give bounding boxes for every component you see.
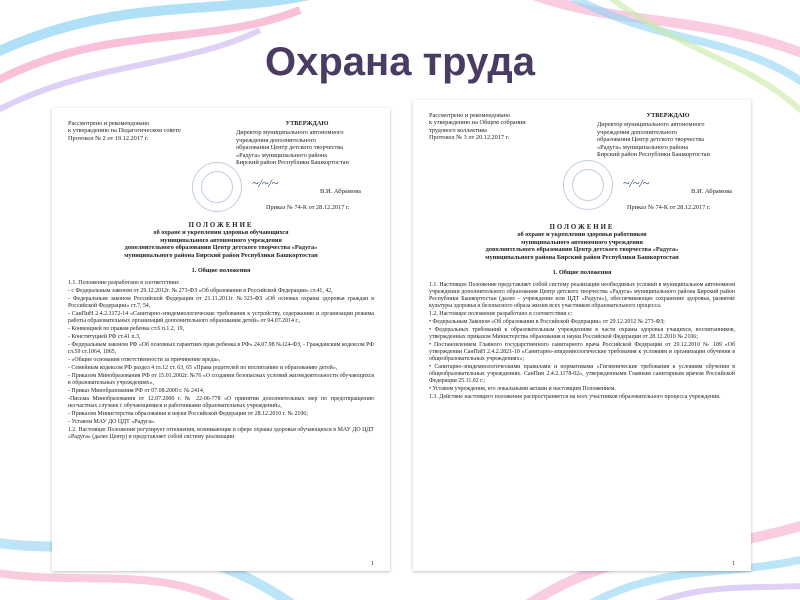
paragraph: 1.1. Положение разработано в соответствии: <box>68 280 180 287</box>
document-workers-health <box>413 100 751 571</box>
header-recommended <box>68 120 218 142</box>
paragraph: - Уставом МАУ ДО ЦДТ «Радуга». <box>68 419 156 426</box>
paragraph: - Приказом Минобразования РФ от 15.01.2002г. №76 «О создании безопасных условий жизнедеятельности обучающихся в образовательных учреждениях», <box>68 373 374 387</box>
header-line: трудового коллектива <box>429 126 487 134</box>
subtitle-line: муниципального района Бирский район Республики Башкортостан <box>124 251 318 259</box>
header-line: образования Центр детского творчества <box>236 144 343 152</box>
paragraph: • Постановлением Главного государственного санитарного врача Российской Федерации от 29.12.2010 № 189 «Об утверждении СанПиН 2.4.2.2821-10 «Санитарно-эпидемиологические требования к условиям и организации обучения в общеобразовательных учреждениях»; <box>429 342 735 363</box>
header-line: к утверждению на Педагогическом совете <box>68 127 181 135</box>
header-line: Протокол № 3 от 20.12.2017 г. <box>429 134 510 142</box>
document-heading: ПОЛОЖЕНИЕ <box>549 224 615 231</box>
header-line: Бирский район Республики Башкортостан <box>597 151 710 159</box>
subtitle-line: об охране и укреплении здоровья обучающихся <box>153 229 289 236</box>
order-number: Приказ № 74-К от 28.12.2017 г. <box>266 204 350 211</box>
document-subtitle <box>68 229 374 259</box>
signature: ~/~/~ <box>623 176 650 190</box>
paragraph: 1.2. Настоящее Положение регулирует отношения, возникающие в сфере охраны здоровья обучающихся в МАУ ДО ЦДТ «Радуга» (далее Центр) и представляет собой систему реализации <box>68 427 374 441</box>
subtitle-line: об охране и укреплении здоровья работников <box>517 231 647 238</box>
subtitle-line: дополнительного образования Центр детского творчества «Радуга» <box>485 246 679 254</box>
paragraph: • Уставом учреждения, его локальными актами и настоящим Положением. <box>429 386 617 393</box>
paragraph: 1.1. Настоящее Положение представляет собой систему реализации необходимых условий в муниципальном автономном учреждении дополнительного образования Центр детского творчества «Радуга» муниципального района Бирский район Республики Башкортостан (далее – учреждение или ЦДТ «Радуга»), обеспечивающее сохранение здоровья, развитие культуры здоровья и безопасного образа жизни всех участников образовательного процесса. <box>429 282 735 310</box>
paragraph: -Письма Минобразования от 12.07.2000 г. № 22-06-778 «О принятии дополнительных мер по предотвращению несчастных случаев с обучающимися и работниками образовательных учреждений», <box>68 396 374 410</box>
approve-label: УТВЕРЖДАЮ <box>646 112 690 119</box>
subtitle-line: муниципального района Бирский район Республики Башкортостан <box>485 253 679 261</box>
slide-title: Охрана труда <box>265 40 535 84</box>
paragraph: - Приказ Минобразования РФ от 07.08.2000 г. № 2414, <box>68 388 205 395</box>
paragraph: - СанПиН 2.4.2.3172-14 «Санитарно-эпидемиологические требования к устройству, содержанию и организации режима работы образовательных организаций дополнительного образования детей» от 04.07.2014 г., <box>68 311 374 325</box>
paragraph: - с Федеральным законом от 29.12.2012г. № 273-ФЗ «Об образовании в Российской Федерации» ст.41, 42, <box>68 288 333 295</box>
document-heading: ПОЛОЖЕНИЕ <box>188 222 254 229</box>
paragraph: - Конвенцией по правам ребенка ст.6 п.1.2, 19, <box>68 326 185 333</box>
subtitle-line: муниципального автономного учреждения <box>521 238 643 246</box>
stamp-seal <box>563 160 613 210</box>
signer-name: В.И. Абрамова <box>320 188 361 195</box>
section-heading: 1. Общие положения <box>552 269 612 277</box>
paragraph: - Федеральным законом РФ «Об основных гарантиях прав ребенка в РФ» 24.07.98 №124-ФЗ, - Гражданским кодексом РФ гл.59 ст.1064, 1065, <box>68 342 374 356</box>
paragraph: 1.2. Настоящее положение разработано в соответствии с: <box>429 311 573 318</box>
subtitle-line: муниципального автономного учреждения <box>160 236 282 244</box>
document-subtitle <box>429 231 735 261</box>
signature: ~/~/~ <box>252 176 279 190</box>
paragraph: - Семейным кодексом РФ раздел 4 гл.12 ст. 63, 65 «Права родителей по воспитанию и образованию детей», <box>68 365 338 372</box>
paragraph: • Санитарно-эпидемиологическими правилами и нормативами «Гигиенические требования к условиям обучения в общеобразовательных учреждениях. СанПин 2.4.2.1178-02», утвержденными Главным санитарным врачом Российской Федерации 25.11.02 г.; <box>429 364 735 385</box>
page-number: 1 <box>732 561 735 567</box>
document-header <box>413 100 751 218</box>
signer-name: В.И. Абрамова <box>691 188 732 195</box>
header-line: к утверждению на Общем собрании <box>429 119 526 127</box>
approve-label: УТВЕРЖДАЮ <box>285 120 329 127</box>
page-number: 1 <box>371 561 374 567</box>
document-body <box>413 218 751 401</box>
document-body <box>52 216 390 441</box>
header-line: Рассмотрено и рекомендовано <box>68 120 150 127</box>
header-approve-block <box>236 120 378 166</box>
document-students-health <box>52 108 390 571</box>
header-line: Директор муниципального автономного <box>236 129 344 137</box>
header-recommended <box>429 112 579 142</box>
paragraph: • Федеральных требований к образовательным учреждениям в части охраны здоровья учащихся, воспитанников, утвержденных приказом Министерства образования и науки Российской Федерации от 28.12.2010 № 2106; <box>429 327 735 341</box>
order-number: Приказ № 74-К от 28.12.2017 г. <box>627 204 711 211</box>
header-line: «Радуга» муниципального района <box>236 151 328 159</box>
header-line: Директор муниципального автономного <box>597 121 705 129</box>
section-heading: 1. Общие положения <box>191 267 251 275</box>
paragraph: - Федеральным законом Российской Федерации от 21.11.2011г. №323-ФЗ «Об основах охраны здоровья граждан в Российской Федерации» ст.7, 54, <box>68 296 374 310</box>
paragraph: 1.3. Действие настоящего положения распространяется на всех участников образовательного процесса учреждения. <box>429 394 721 401</box>
header-line: Протокол № 2 от 19.12.2017 г. <box>68 134 149 142</box>
paragraph: • Федеральным Законом «Об образовании в Российской Федерации» от 29.12.2012 № 273-ФЗ; <box>429 319 665 326</box>
paragraph: - «Общие основания ответственности за причинение вреда», <box>68 357 221 364</box>
document-header <box>52 108 390 216</box>
header-line: образования Центр детского творчества <box>597 136 704 144</box>
header-approve-block <box>597 112 739 158</box>
header-line: учреждения дополнительного <box>597 128 678 136</box>
header-line: Рассмотрено и рекомендовано <box>429 112 511 119</box>
header-line: Бирский район Республики Башкортостан <box>236 159 349 167</box>
paragraph: - Конституцией РФ ст.41 п.3, <box>68 334 141 341</box>
stamp-seal <box>192 162 242 212</box>
paragraph: - Приказом Министерства образования и науки Российской Федерации от 28.12.2010 г. № 2106; <box>68 411 308 418</box>
header-line: учреждения дополнительного <box>236 136 317 144</box>
header-line: «Радуга» муниципального района <box>597 143 689 151</box>
subtitle-line: дополнительного образования Центр детского творчества «Радуга» <box>124 244 318 252</box>
